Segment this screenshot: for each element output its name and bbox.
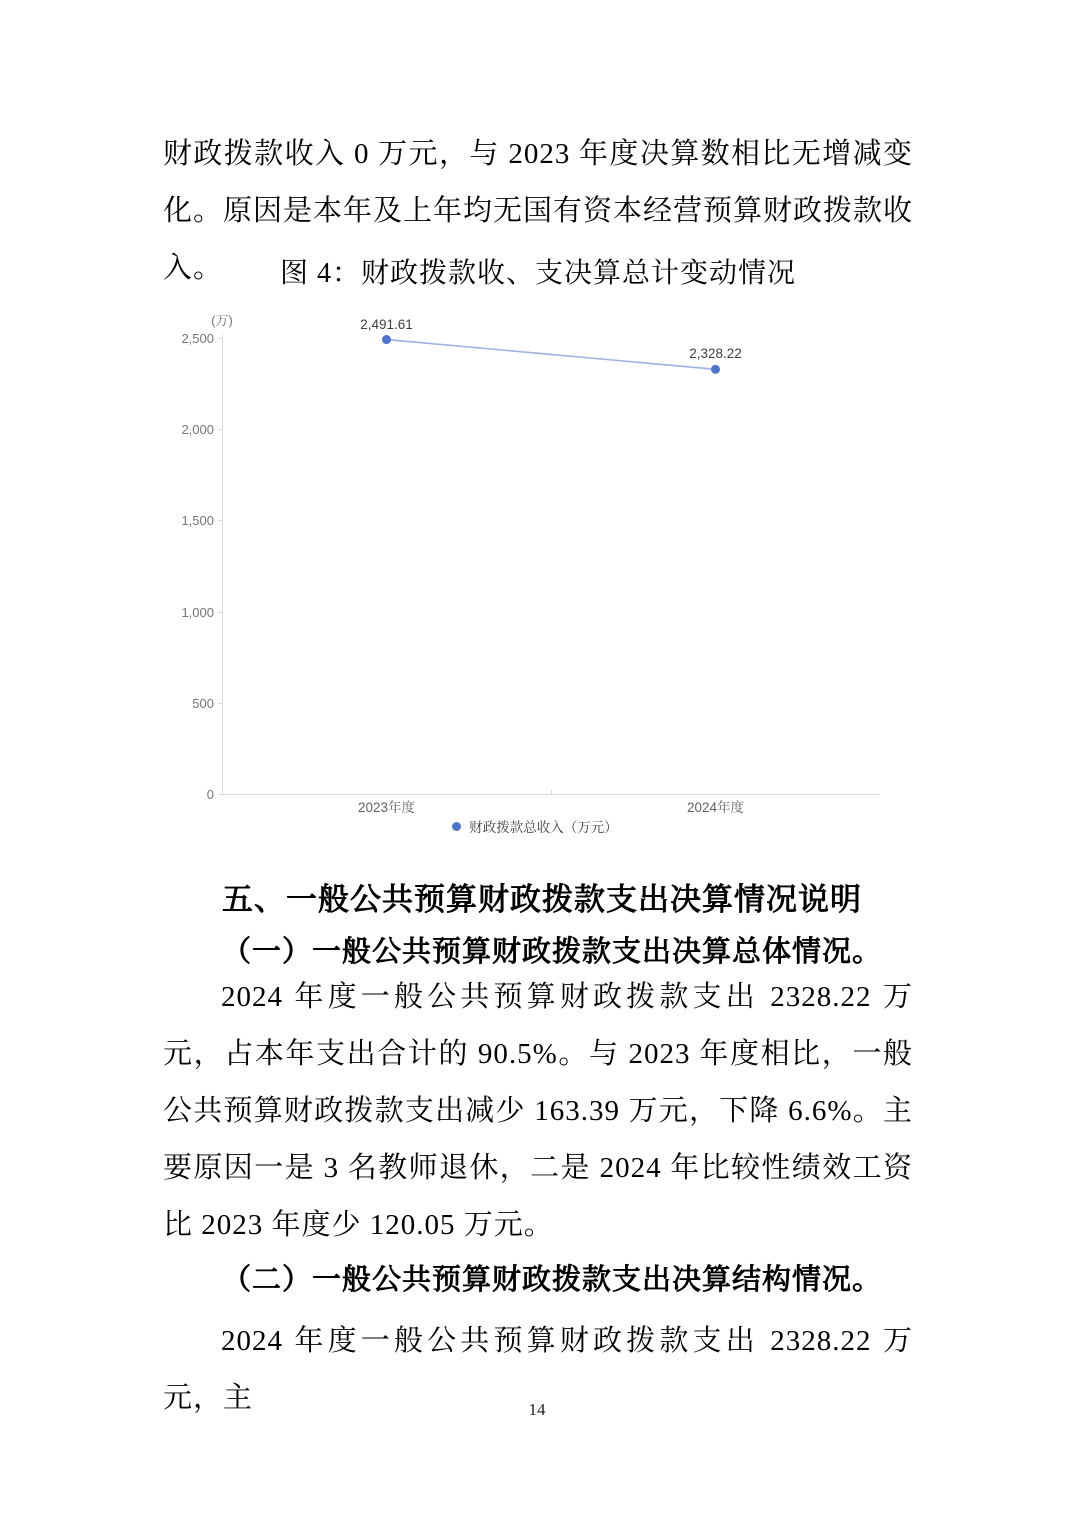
page-number: 14 <box>528 1400 546 1419</box>
section-heading: 五、一般公共预算财政拨款支出决算情况说明 <box>222 882 862 917</box>
paragraph-1: 2024 年度一般公共预算财政拨款支出 2328.22 万元，占本年支出合计的 90.5%。与 2023 年度相比，一般公共预算财政拨款支出减少 163.39 万元，下降 6.6%。主要原因一是 3 名教师退休，二是 2024 年比较性绩效工资比 2023 年度少 120.05 万元。 <box>163 981 913 1241</box>
legend-marker-icon <box>452 822 461 831</box>
intro-paragraph: 财政拨款收入 0 万元，与 2023 年度决算数相比无增减变化。原因是本年及上年均无国有资本经营预算财政拨款收入。 <box>163 138 914 284</box>
line-chart <box>181 300 885 845</box>
paragraph-2: 2024 年度一般公共预算财政拨款支出 2328.22 万元，主 <box>163 1325 913 1414</box>
chart-legend <box>185 816 885 836</box>
subsection1-heading: （一）一般公共预算财政拨款支出决算总体情况。 <box>222 936 883 968</box>
data-point-label: 2,491.61 <box>360 316 413 332</box>
y-axis-unit-label: (万) <box>211 313 233 328</box>
y-tick-label: 1,000 <box>181 604 214 620</box>
figure-caption: 图 4：财政拨款收、支决算总计变动情况 <box>279 258 796 289</box>
x-axis-category-label: 2023年度 <box>357 800 416 815</box>
data-point <box>382 335 391 344</box>
x-axis-category-label: 2024年度 <box>686 800 745 815</box>
y-tick-label: 2,500 <box>181 331 214 346</box>
y-tick-label: 1,500 <box>181 513 214 529</box>
legend-series-label: 财政拨款总收入（万元） <box>469 820 618 835</box>
subsection2-heading: （二）一般公共预算财政拨款支出决算结构情况。 <box>222 1264 883 1296</box>
y-tick-label: 500 <box>192 695 214 711</box>
chart-series-layer <box>185 300 885 845</box>
data-point <box>711 365 720 374</box>
y-tick-label: 0 <box>206 787 214 802</box>
y-tick-label: 2,000 <box>181 422 214 438</box>
data-point-label: 2,328.22 <box>689 346 742 362</box>
